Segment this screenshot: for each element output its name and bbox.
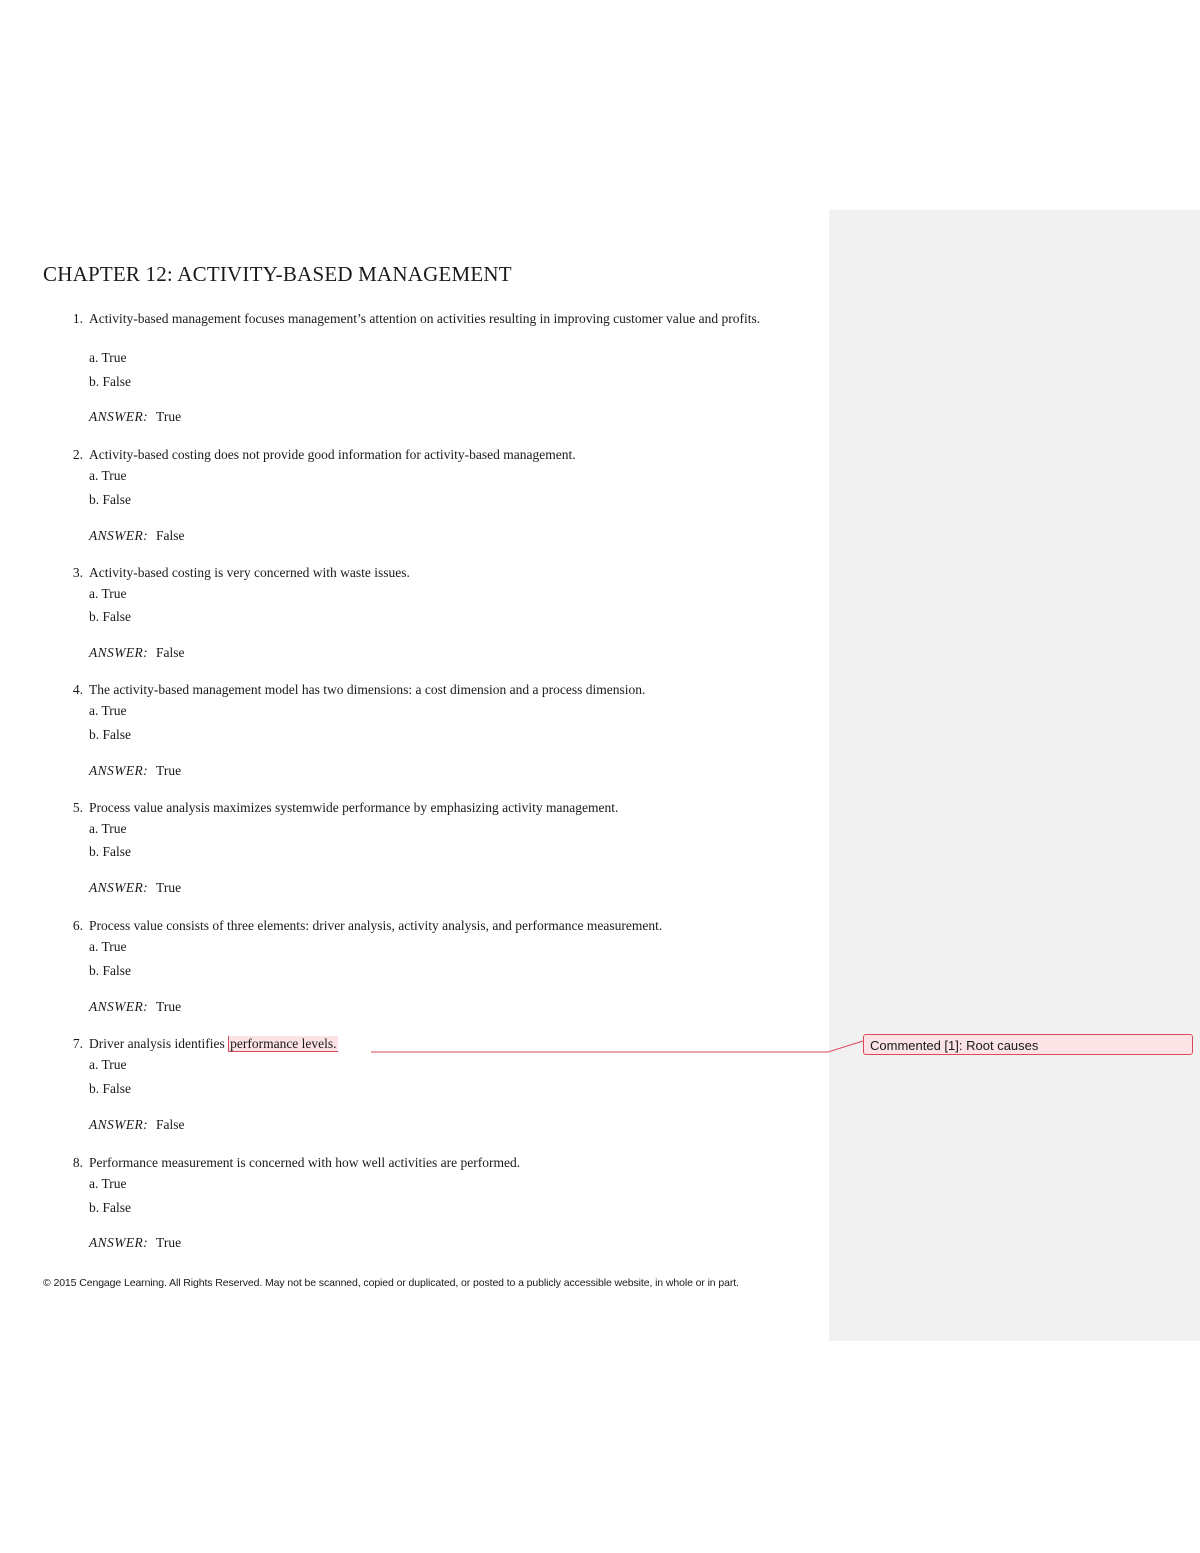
answer-value: True bbox=[156, 1235, 182, 1250]
question-number: 2. bbox=[72, 447, 83, 462]
option-b: b. False bbox=[89, 727, 131, 742]
commented-text-highlight[interactable]: performance levels. bbox=[230, 1036, 337, 1051]
option-a: a. True bbox=[89, 1057, 127, 1072]
question-number: 4. bbox=[72, 682, 83, 697]
option-a: a. True bbox=[89, 586, 127, 601]
answer-line bbox=[89, 408, 181, 426]
option-a: a. True bbox=[89, 468, 127, 483]
comment-label: Commented [1]: bbox=[870, 1038, 963, 1053]
page-title: CHAPTER 12: ACTIVITY-BASED MANAGEMENT bbox=[43, 262, 512, 286]
question-text: The activity-based management model has two dimensions: a cost dimension and a process dimension. bbox=[89, 682, 646, 697]
option-b: b. False bbox=[89, 963, 131, 978]
answer-line bbox=[89, 644, 185, 662]
answer-label: ANSWER: bbox=[89, 880, 149, 895]
question-number: 8. bbox=[72, 1155, 83, 1170]
answer-value: False bbox=[156, 1117, 185, 1132]
question-number: 3. bbox=[72, 565, 83, 580]
answer-label: ANSWER: bbox=[89, 1117, 149, 1132]
answer-line bbox=[89, 527, 185, 545]
answer-value: False bbox=[156, 645, 185, 660]
question-text: Activity-based management focuses management’s attention on activities resulting in improving customer value and profits. bbox=[89, 311, 761, 326]
question-number: 1. bbox=[72, 311, 83, 326]
question-number: 7. bbox=[72, 1036, 83, 1051]
answer-value: True bbox=[156, 880, 182, 895]
question-text: Performance measurement is concerned with how well activities are performed. bbox=[89, 1155, 521, 1170]
answer-label: ANSWER: bbox=[89, 1235, 149, 1250]
option-b: b. False bbox=[89, 1081, 131, 1096]
answer-line bbox=[89, 879, 181, 897]
option-a: a. True bbox=[89, 939, 127, 954]
comment-text: Root causes bbox=[966, 1038, 1039, 1053]
question-number: 5. bbox=[72, 800, 83, 815]
answer-line bbox=[89, 998, 181, 1016]
answer-label: ANSWER: bbox=[89, 763, 149, 778]
comment-balloon[interactable] bbox=[863, 1034, 1193, 1055]
option-b: b. False bbox=[89, 609, 131, 624]
option-b: b. False bbox=[89, 1200, 131, 1215]
question-text: Process value analysis maximizes systemwide performance by emphasizing activity management. bbox=[89, 800, 619, 815]
option-a: a. True bbox=[89, 350, 127, 365]
copyright-footer: © 2015 Cengage Learning. All Rights Reserved. May not be scanned, copied or duplicated, or posted to a publicly accessible website, in whole or in part. bbox=[43, 1277, 739, 1289]
answer-line bbox=[89, 1234, 181, 1252]
answer-label: ANSWER: bbox=[89, 645, 149, 660]
option-b: b. False bbox=[89, 492, 131, 507]
question-number: 6. bbox=[72, 918, 83, 933]
answer-label: ANSWER: bbox=[89, 999, 149, 1014]
question-text bbox=[89, 1035, 801, 1053]
question-text: Activity-based costing is very concerned with waste issues. bbox=[89, 565, 410, 580]
answer-value: True bbox=[156, 409, 182, 424]
option-a: a. True bbox=[89, 703, 127, 718]
question-text: Process value consists of three elements: driver analysis, activity analysis, and performance measurement. bbox=[89, 918, 663, 933]
question-text-plain: Driver analysis identifies bbox=[89, 1036, 229, 1051]
answer-value: False bbox=[156, 528, 185, 543]
option-b: b. False bbox=[89, 374, 131, 389]
comment-pane bbox=[829, 210, 1200, 1341]
option-a: a. True bbox=[89, 821, 127, 836]
answer-value: True bbox=[156, 999, 182, 1014]
answer-label: ANSWER: bbox=[89, 528, 149, 543]
question-text: Activity-based costing does not provide good information for activity-based management. bbox=[89, 447, 576, 462]
answer-line bbox=[89, 1116, 185, 1134]
answer-label: ANSWER: bbox=[89, 409, 149, 424]
answer-line bbox=[89, 762, 181, 780]
answer-value: True bbox=[156, 763, 182, 778]
option-b: b. False bbox=[89, 844, 131, 859]
option-a: a. True bbox=[89, 1176, 127, 1191]
